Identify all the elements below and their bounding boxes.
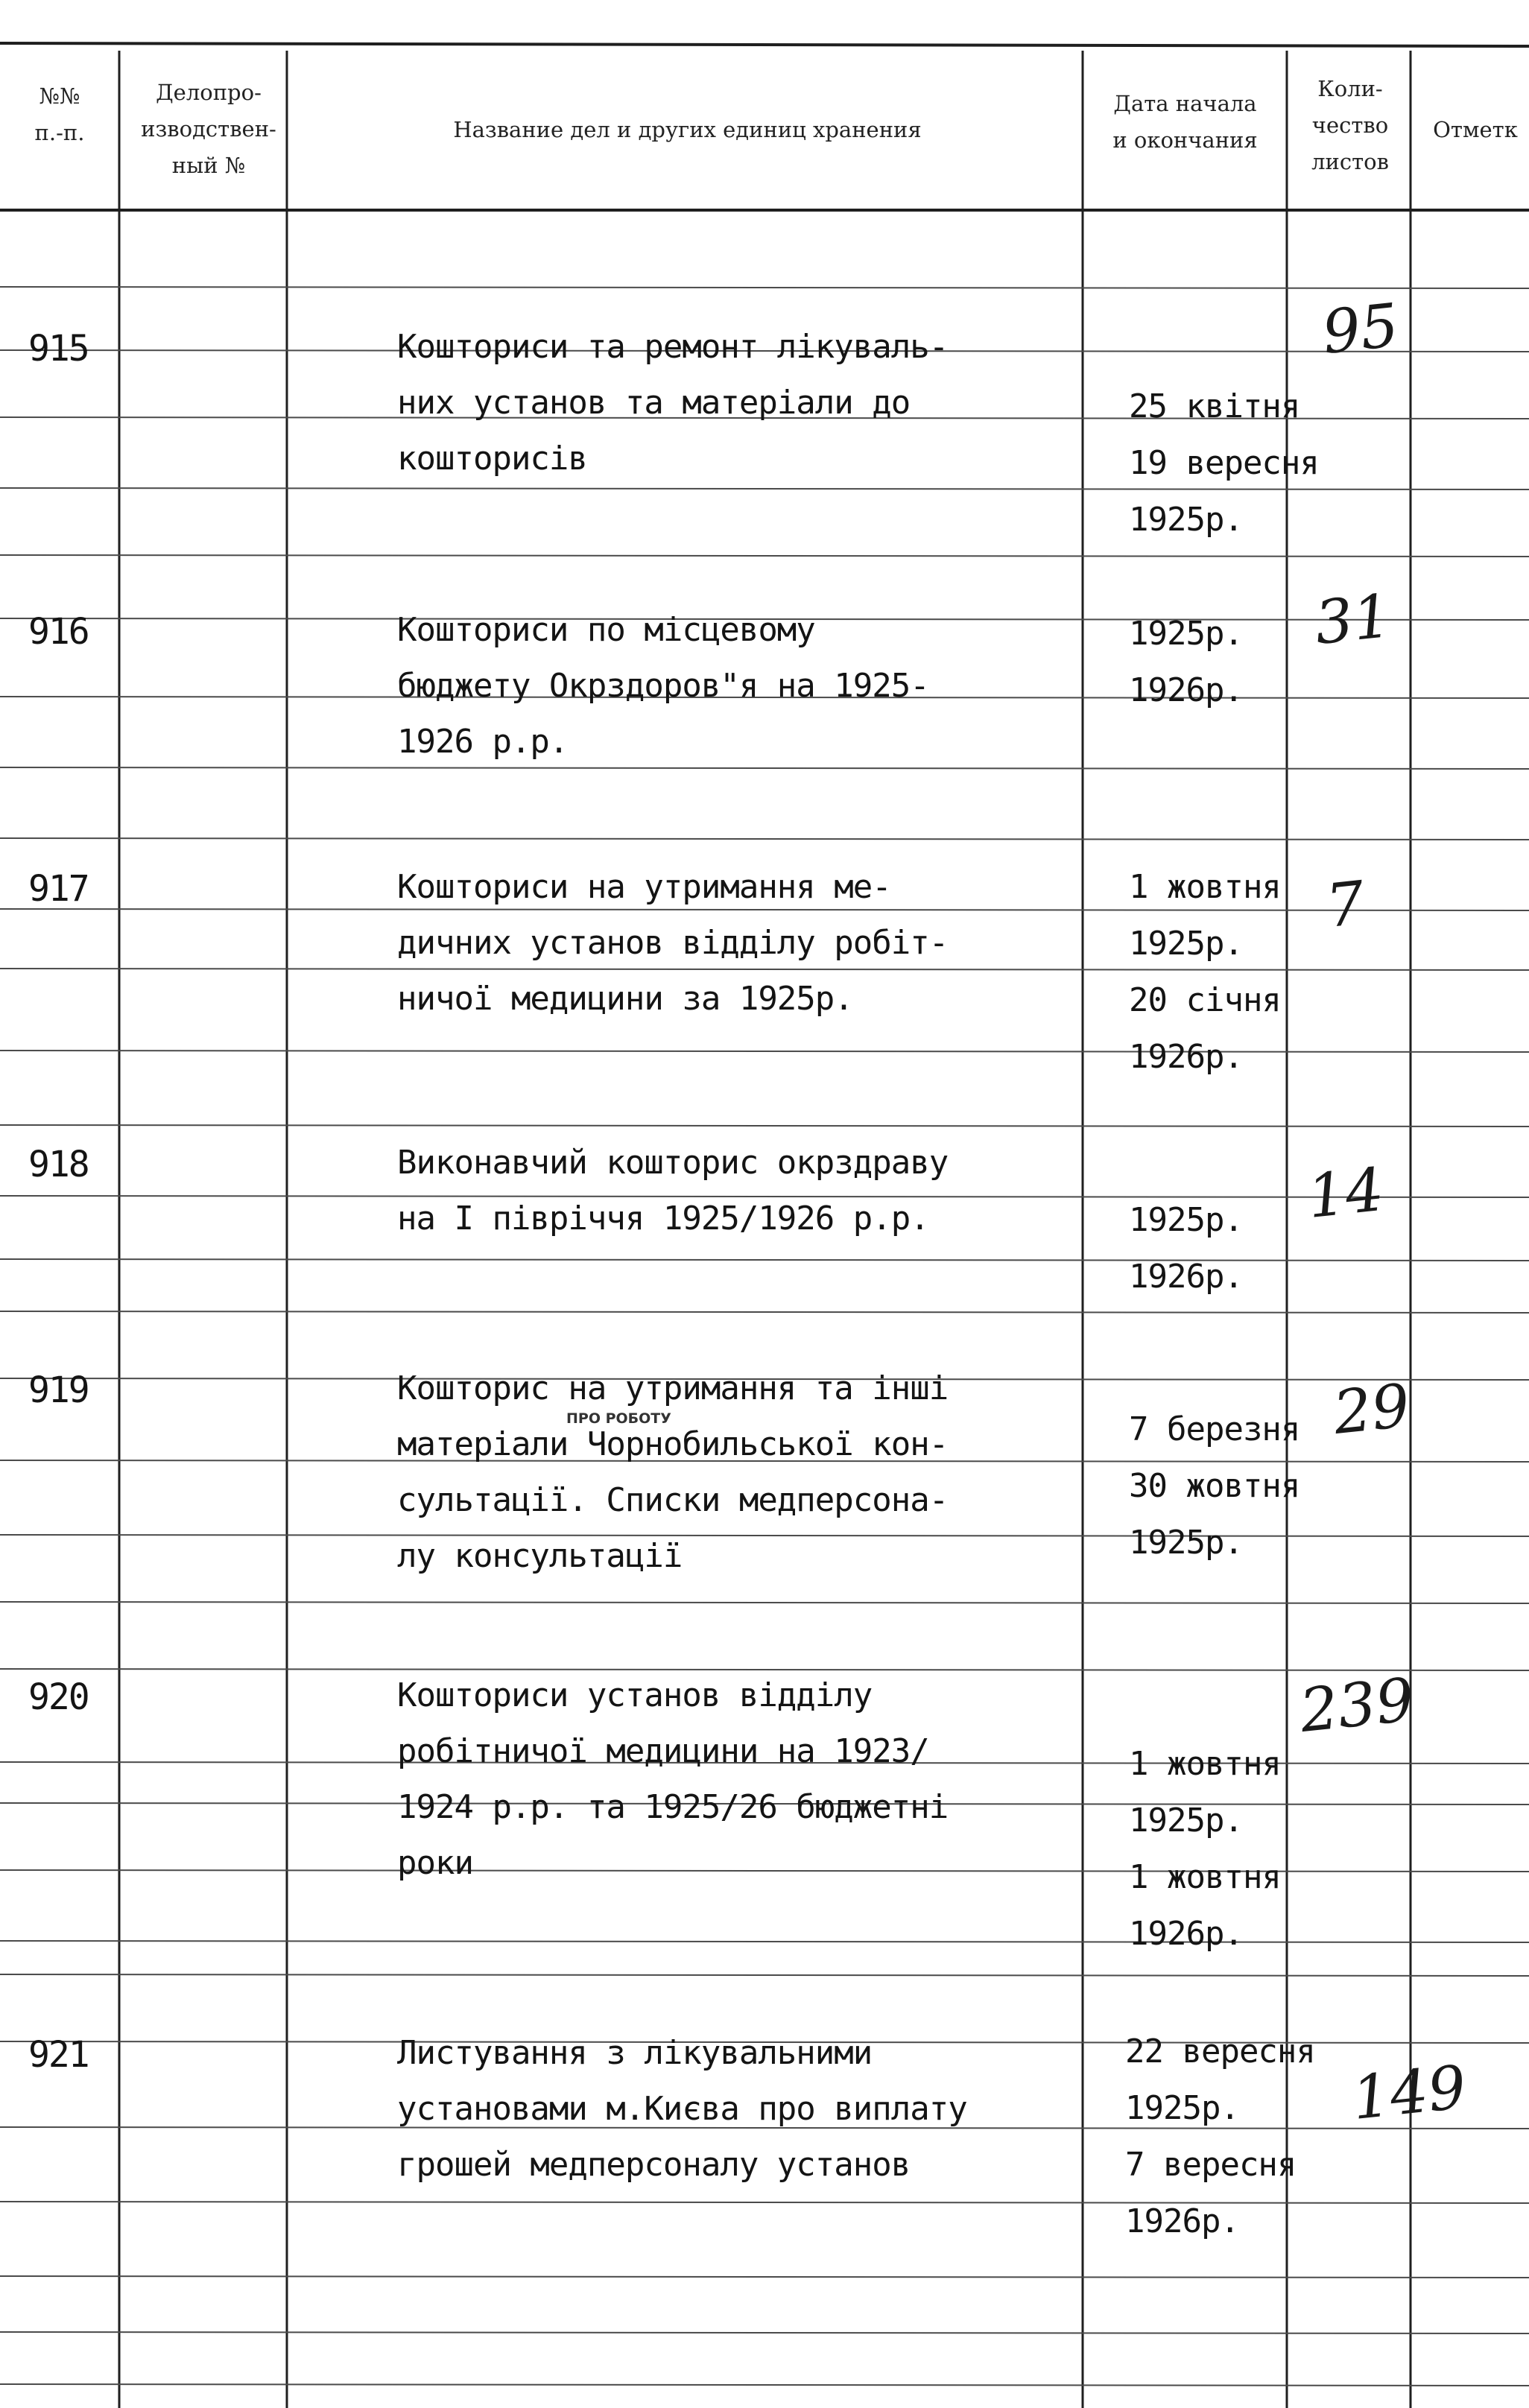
entry-date-line: 30 жовтня [1129,1467,1300,1505]
entry-title-line: на I півріччя 1925/1926 р.р. [397,1200,929,1238]
entry-title-line: 1924 р.р. та 1925/26 бюджетні [397,1788,949,1826]
entry-number: 917 [28,868,89,910]
entry-date-line: 1926р. [1125,2202,1239,2240]
entry-date-line: 19 вересня [1129,444,1319,482]
entry-title-line: бюджету Окрздоров"я на 1925- [397,667,929,705]
entry-sheet-count-handwritten: 149 [1349,2052,1469,2133]
entry-date-line: 1926р. [1129,1038,1243,1076]
header-sheets-line: чество [1311,113,1389,138]
entry-date-line: 1 жовтня [1129,1745,1281,1783]
header-number-line: п.-п. [34,120,85,145]
entry-title-line: ничої медицини за 1925р. [397,980,853,1018]
entry-title-line: Кошториси установ відділу [397,1676,873,1714]
entry-title-line: роки [397,1844,473,1882]
entry-sheet-count-handwritten: 95 [1319,290,1402,367]
entry-stamp: ПРО РОБОТУ [566,1410,671,1427]
entry-sheet-count-handwritten: 14 [1304,1154,1387,1232]
header-office-number-line: изводствен- [141,116,276,142]
header-notes-line: Отметк [1433,117,1518,142]
entry-date-line: 1 жовтня [1129,868,1281,906]
entry-number: 921 [28,2034,89,2076]
entry-number: 915 [28,328,89,370]
entry-date-line: 1926р. [1129,671,1243,709]
entry-number: 919 [28,1369,89,1411]
entry-sheet-count-handwritten: 29 [1330,1370,1414,1448]
entry-date-line: 1925р. [1129,925,1243,963]
entry-title-line: матеріали Чорнобильської кон- [397,1425,949,1463]
entry-title-line: Виконавчий кошторис окрздраву [397,1144,949,1182]
entry-sheet-count-handwritten: 239 [1297,1664,1417,1746]
header-office-number-line: Делопро- [156,80,262,105]
entry-title-line: Кошториси на утримання ме- [397,868,891,906]
header-number-line: №№ [39,83,80,109]
entry-title-line: дичних установ відділу робіт- [397,924,949,962]
entry-date-line: 7 вересня [1125,2146,1297,2184]
entry-date-line: 1925р. [1125,2089,1239,2127]
entry-title-line: сультації. Списки медперсона- [397,1481,949,1519]
entry-number: 920 [28,1676,89,1718]
entry-date-line: 1926р. [1129,1258,1243,1296]
entry-title-line: лу консультації [397,1537,683,1575]
entry-title-line: них установ та матеріали до [397,384,911,422]
entry-title-line: Кошторис на утримання та інші [397,1369,949,1407]
entry-title-line: Листування з лікувальними [397,2034,873,2072]
entry-date-line: 1 жовтня [1129,1858,1281,1896]
header-sheets-line: Коли- [1317,76,1383,101]
entry-date-line: 1926р. [1129,1915,1243,1953]
entry-title-line: Кошториси та ремонт лікуваль- [397,328,949,366]
entry-title-line: 1926 р.р. [397,723,569,761]
entry-title-line: установами м.Києва про виплату [397,2090,967,2128]
entry-date-line: 1925р. [1129,1524,1243,1562]
entry-date-line: 1925р. [1129,615,1243,653]
entry-date-line: 1925р. [1129,1802,1243,1840]
header-dates-line: и окончания [1112,127,1258,153]
header-title-line: Название дел и других единиц хранения [453,117,922,142]
entry-title-line: Кошториси по місцевому [397,611,815,649]
header-sheets-line: листов [1311,149,1389,174]
entry-date-line: 20 січня [1129,981,1281,1019]
entry-title-line: робітничої медицини на 1923/ [397,1732,929,1770]
entry-title-line: кошторисів [397,440,587,478]
entry-number: 918 [28,1144,89,1185]
entry-date-line: 22 вересня [1125,2032,1315,2070]
header-office-number-line: ный № [171,153,246,178]
entry-date-line: 1925р. [1129,501,1243,539]
entry-sheet-count-handwritten: 7 [1323,868,1368,941]
entry-date-line: 25 квітня [1129,387,1300,425]
entry-title-line: грошей медперсоналу установ [397,2146,911,2184]
header-dates-line: Дата начала [1113,91,1257,116]
entry-date-line: 1925р. [1129,1201,1243,1239]
entry-number: 916 [28,611,89,653]
entry-sheet-count-handwritten: 31 [1311,580,1395,658]
entry-date-line: 7 березня [1129,1410,1300,1448]
